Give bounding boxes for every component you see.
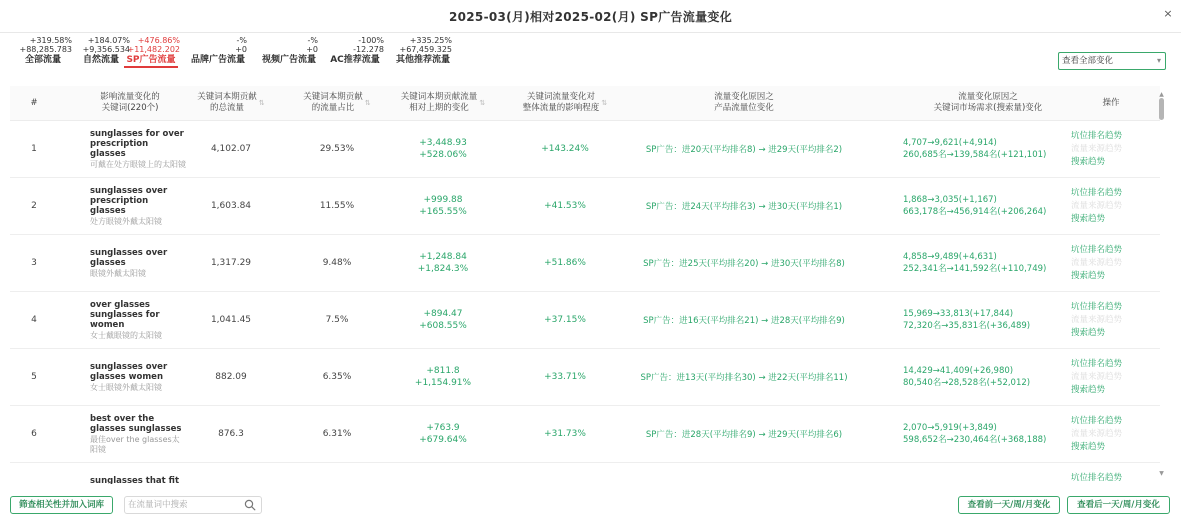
- keyword-cell: [90, 121, 186, 177]
- scroll-down-icon[interactable]: ▼: [1159, 470, 1164, 477]
- search-volume-change: 15,969→33,813(+17,844): [903, 309, 1014, 319]
- traffic-change-percent: +1,824.3%: [417, 264, 469, 274]
- search-trend-link[interactable]: 搜索趋势: [1071, 384, 1106, 395]
- traffic-change-cell: [388, 178, 498, 234]
- traffic-share: 6.35%: [322, 372, 352, 382]
- metric-tab-label: SP广告流量: [124, 55, 177, 68]
- traffic-source-trend-link[interactable]: 流量来源趋势: [1071, 314, 1123, 325]
- keyword-cell: [90, 349, 186, 405]
- metric-tab-label: AC推荐流量: [330, 55, 380, 65]
- search-trend-link[interactable]: 搜索趋势: [1071, 270, 1106, 281]
- header-keyword: [70, 86, 190, 120]
- impact-on-total: +41.53%: [544, 201, 586, 211]
- traffic-change-absolute: +1,248.84: [419, 252, 467, 262]
- chevron-down-icon: ▾: [1156, 56, 1161, 65]
- header-impact[interactable]: [510, 86, 620, 120]
- traffic-share: 29.53%: [319, 144, 355, 154]
- rank-trend-link[interactable]: 坑位排名趋势: [1071, 187, 1123, 198]
- keyword-english: sunglasses for over prescription glasses: [90, 128, 184, 159]
- header-line: 操作: [1102, 97, 1120, 108]
- metric-tab[interactable]: [320, 36, 390, 70]
- traffic-change-percent: +165.55%: [419, 207, 467, 217]
- traffic-change-percent: +679.64%: [419, 435, 467, 445]
- header-line: 流量变化原因之: [714, 92, 774, 102]
- rank-trend-link[interactable]: 坑位排名趋势: [1071, 472, 1123, 483]
- total-traffic: 876.3: [218, 429, 244, 439]
- rank-trend-link[interactable]: 坑位排名趋势: [1071, 301, 1123, 312]
- metric-percent-change: -100%: [358, 36, 384, 45]
- sort-icon[interactable]: ⇅: [258, 98, 265, 107]
- table-row: [10, 463, 1160, 484]
- traffic-change-absolute: +3,448.93: [419, 138, 467, 148]
- row-index: 2: [31, 201, 37, 211]
- position-change: SP广告：进16天(平均排名21) → 进28天(平均排名9): [643, 316, 845, 326]
- metric-tab[interactable]: [254, 36, 324, 70]
- keyword-cell: [90, 178, 186, 234]
- keyword-chinese: 可戴在处方眼镜上的太阳镜: [90, 159, 186, 169]
- header-label: [714, 92, 774, 114]
- metric-tab-label: 其他推荐流量: [395, 55, 450, 65]
- traffic-change-percent: +608.55%: [419, 321, 467, 331]
- row-index: 3: [31, 258, 37, 268]
- header-label: [523, 92, 600, 114]
- header-label: [100, 92, 160, 114]
- traffic-source-trend-link[interactable]: 流量来源趋势: [1071, 200, 1123, 211]
- metric-percent-change: +319.58%: [29, 36, 72, 45]
- table-row: [10, 406, 1160, 463]
- impact-on-total: +31.73%: [544, 429, 586, 439]
- search-rank-change: 72,320名→35,831名(+36,489): [903, 321, 1031, 331]
- search-volume-change: 4,707→9,621(+4,914): [903, 138, 997, 148]
- traffic-change-absolute: +811.8: [426, 366, 460, 376]
- metric-percent-change: +476.86%: [137, 36, 180, 45]
- total-traffic: 882.09: [215, 372, 247, 382]
- traffic-change-percent: +528.06%: [419, 150, 467, 160]
- rank-trend-link[interactable]: 坑位排名趋势: [1071, 415, 1123, 426]
- metric-tab-label: 品牌广告流量: [190, 55, 245, 65]
- keyword-chinese: 眼镜外戴太阳镜: [90, 268, 146, 278]
- row-index: 4: [31, 315, 37, 325]
- total-traffic: 1,603.84: [210, 201, 252, 211]
- metric-tab[interactable]: [183, 36, 253, 70]
- impact-on-total: +33.71%: [544, 372, 586, 382]
- table-row: [10, 121, 1160, 178]
- position-change: SP广告：进25天(平均排名20) → 进30天(平均排名8): [643, 259, 845, 269]
- header-line: 影响流量变化的: [100, 92, 160, 102]
- search-rank-change: 252,341名→141,592名(+110,749): [903, 264, 1047, 274]
- header-position-change: [634, 86, 854, 120]
- header-traffic-share[interactable]: [292, 86, 382, 120]
- market-demand-cell: [903, 349, 1073, 405]
- header-line: 关键词本期贡献: [197, 92, 257, 102]
- impact-on-total: +37.15%: [544, 315, 586, 325]
- metric-tab-label: 全部流量: [24, 55, 61, 65]
- metric-absolute-change: +9,356.534: [82, 45, 130, 54]
- close-icon[interactable]: ×: [1163, 7, 1173, 20]
- metric-tab[interactable]: [388, 36, 458, 70]
- row-index: 6: [31, 429, 37, 439]
- traffic-share: [292, 463, 382, 484]
- row-index: 1: [31, 144, 37, 154]
- total-traffic: 1,041.45: [210, 315, 252, 325]
- impact-on-total: +51.86%: [544, 258, 586, 268]
- traffic-change-cell: [388, 292, 498, 348]
- metric-absolute-change: +88,285.783: [19, 45, 72, 54]
- metric-absolute-change: +0: [235, 45, 247, 54]
- keyword-chinese: 最佳over the glasses太阳镜: [90, 434, 180, 454]
- table-scrollbar[interactable]: [1158, 92, 1165, 477]
- keyword-cell: [90, 292, 186, 348]
- metric-tab-label: 视频广告流量: [261, 55, 316, 65]
- row-actions: [1071, 292, 1151, 348]
- divider: [0, 32, 1181, 33]
- market-demand-cell: [903, 178, 1073, 234]
- traffic-source-trend-link[interactable]: 流量来源趋势: [1071, 428, 1123, 439]
- header-actions: [1071, 86, 1151, 120]
- traffic-share: 11.55%: [319, 201, 355, 211]
- traffic-change-cell: [388, 463, 498, 484]
- sort-icon[interactable]: ⇅: [479, 98, 486, 107]
- header-total-traffic[interactable]: [186, 86, 276, 120]
- header-line: 流量变化原因之: [958, 92, 1018, 102]
- row-index: 5: [31, 372, 37, 382]
- impact-on-total: +143.24%: [541, 144, 589, 154]
- header-line: 的总流量: [210, 103, 245, 113]
- metric-absolute-change: +11,482.202: [127, 45, 180, 54]
- header-market-change: [903, 86, 1073, 120]
- header-index: [10, 86, 58, 120]
- sort-icon[interactable]: ⇅: [601, 98, 608, 107]
- row-actions: [1071, 178, 1151, 234]
- traffic-share: 9.48%: [322, 258, 352, 268]
- traffic-change-cell: [388, 406, 498, 462]
- keyword-chinese: 女士戴眼镜的太阳镜: [90, 330, 162, 340]
- search-trend-link[interactable]: 搜索趋势: [1071, 213, 1106, 224]
- row-actions: [1071, 463, 1151, 484]
- keyword-english: sunglasses that fit: [90, 476, 180, 484]
- scroll-up-icon[interactable]: ▲: [1159, 91, 1164, 98]
- bottom-toolbar: [0, 494, 1181, 518]
- search-volume-change: 2,070→5,919(+3,849): [903, 423, 997, 433]
- search-volume-change: 14,429→41,409(+26,980): [903, 366, 1014, 376]
- table-row: [10, 235, 1160, 292]
- position-change: SP广告：进13天(平均排名30) → 进22天(平均排名11): [640, 373, 848, 383]
- table-row: [10, 349, 1160, 406]
- search-trend-link[interactable]: 搜索趋势: [1071, 441, 1106, 452]
- impact-on-total: [510, 463, 620, 484]
- table-header: [10, 86, 1160, 121]
- sort-icon[interactable]: ⇅: [364, 98, 371, 107]
- header-line: 关键词本期贡献流量: [400, 92, 478, 102]
- keyword-english: sunglasses over glasses women: [90, 361, 168, 382]
- header-line: #: [30, 97, 38, 108]
- view-previous-period-button[interactable]: 查看前一天/周/月变化: [958, 496, 1060, 514]
- keyword-cell: [90, 406, 186, 462]
- rank-trend-link[interactable]: 坑位排名趋势: [1071, 130, 1123, 141]
- header-line: 关键词市场需求(搜索量)变化: [933, 103, 1043, 113]
- traffic-source-trend-link[interactable]: 流量来源趋势: [1071, 257, 1123, 268]
- header-label: [30, 98, 37, 109]
- rank-trend-link[interactable]: 坑位排名趋势: [1071, 358, 1123, 369]
- metric-percent-change: -%: [236, 36, 247, 45]
- header-traffic-change[interactable]: [388, 86, 498, 120]
- search-icon[interactable]: [244, 499, 256, 511]
- search-rank-change: 663,178名→456,914名(+206,264): [903, 207, 1047, 217]
- header-line: 关键词(220个): [101, 103, 159, 113]
- keyword-english: sunglasses over prescription glasses: [90, 185, 168, 216]
- traffic-change-cell: [388, 235, 498, 291]
- traffic-share: 7.5%: [325, 315, 349, 325]
- keyword-search-box: [124, 496, 262, 514]
- traffic-source-trend-link[interactable]: 流量来源趋势: [1071, 143, 1123, 154]
- view-filter-select[interactable]: [1058, 52, 1166, 70]
- header-label: [401, 92, 478, 114]
- market-demand-cell: [903, 406, 1073, 462]
- header-label: [934, 92, 1043, 114]
- add-to-keyword-library-button[interactable]: 筛查相关性并加入词库: [10, 496, 113, 514]
- search-volume-change: 4,858→9,489(+4,631): [903, 252, 997, 262]
- search-trend-link[interactable]: 搜索趋势: [1071, 156, 1106, 167]
- metric-absolute-change: +67,459.325: [399, 45, 452, 54]
- position-change: [634, 463, 854, 484]
- keyword-english: best over the glasses sunglasses: [90, 413, 182, 434]
- keyword-table: [10, 86, 1160, 484]
- header-line: 相对上期的变化: [409, 103, 469, 113]
- view-filter-value: 查看全部变化: [1062, 56, 1114, 66]
- row-actions: [1071, 406, 1151, 462]
- position-change: SP广告：进28天(平均排名9) → 进29天(平均排名6): [645, 430, 843, 440]
- traffic-change-cell: [388, 121, 498, 177]
- traffic-change-cell: [388, 349, 498, 405]
- search-trend-link[interactable]: 搜索趋势: [1071, 327, 1106, 338]
- total-traffic: [186, 463, 276, 484]
- view-next-period-button[interactable]: 查看后一天/周/月变化: [1067, 496, 1170, 514]
- header-label: [1102, 98, 1119, 109]
- metric-percent-change: +335.25%: [409, 36, 452, 45]
- traffic-change-absolute: +894.47: [423, 309, 463, 319]
- metric-absolute-change: -12.278: [353, 45, 384, 54]
- total-traffic: 1,317.29: [210, 258, 252, 268]
- rank-trend-link[interactable]: 坑位排名趋势: [1071, 244, 1123, 255]
- header-line: 关键词本期贡献: [303, 92, 363, 102]
- keyword-english: over glasses sunglasses for women: [90, 299, 160, 330]
- header-line: 的流量占比: [311, 103, 355, 113]
- traffic-change-absolute: +763.9: [426, 423, 460, 433]
- metric-tab-label: 自然流量: [82, 55, 119, 65]
- header-line: 关键词流量变化对: [527, 92, 596, 102]
- metric-percent-change: -%: [307, 36, 318, 45]
- header-label: [197, 92, 257, 114]
- traffic-change-percent: +1,154.91%: [414, 378, 472, 388]
- row-actions: [1071, 235, 1151, 291]
- position-change: SP广告：进24天(平均排名3) → 进30天(平均排名1): [645, 202, 843, 212]
- traffic-source-trend-link[interactable]: 流量来源趋势: [1071, 371, 1123, 382]
- search-rank-change: 598,652名→230,464名(+368,188): [903, 435, 1047, 445]
- header-label: [303, 92, 363, 114]
- position-change: SP广告：进20天(平均排名8) → 进29天(平均排名2): [645, 145, 843, 155]
- search-rank-change: 260,685名→139,584名(+121,101): [903, 150, 1047, 160]
- keyword-cell: [90, 463, 186, 484]
- keyword-chinese: 处方眼镜外戴太阳镜: [90, 216, 162, 226]
- keyword-english: sunglasses over glasses: [90, 247, 168, 268]
- table-row: [10, 178, 1160, 235]
- header-line: 产品流量位变化: [714, 103, 774, 113]
- keyword-cell: [90, 235, 186, 291]
- market-demand-cell: [903, 463, 1073, 484]
- search-rank-change: 80,540名→28,528名(+52,012): [903, 378, 1031, 388]
- metric-tab[interactable]: [116, 36, 186, 70]
- market-demand-cell: [903, 292, 1073, 348]
- row-actions: [1071, 349, 1151, 405]
- keyword-chinese: 女士眼镜外戴太阳镜: [90, 382, 162, 392]
- metric-absolute-change: +0: [306, 45, 318, 54]
- search-volume-change: 1,868→3,035(+1,167): [903, 195, 997, 205]
- page-title: 2025-03(月)相对2025-02(月) SP广告流量变化: [448, 10, 732, 24]
- metric-percent-change: +184.07%: [87, 36, 130, 45]
- traffic-share: 6.31%: [322, 429, 352, 439]
- market-demand-cell: [903, 121, 1073, 177]
- traffic-change-absolute: +999.88: [423, 195, 463, 205]
- row-index: [10, 463, 58, 484]
- keyword-search-input[interactable]: [128, 498, 240, 512]
- market-demand-cell: [903, 235, 1073, 291]
- row-actions: [1071, 121, 1151, 177]
- table-row: [10, 292, 1160, 349]
- scrollbar-thumb[interactable]: [1159, 98, 1164, 120]
- header-line: 整体流量的影响程度: [522, 103, 600, 113]
- total-traffic: 4,102.07: [210, 144, 252, 154]
